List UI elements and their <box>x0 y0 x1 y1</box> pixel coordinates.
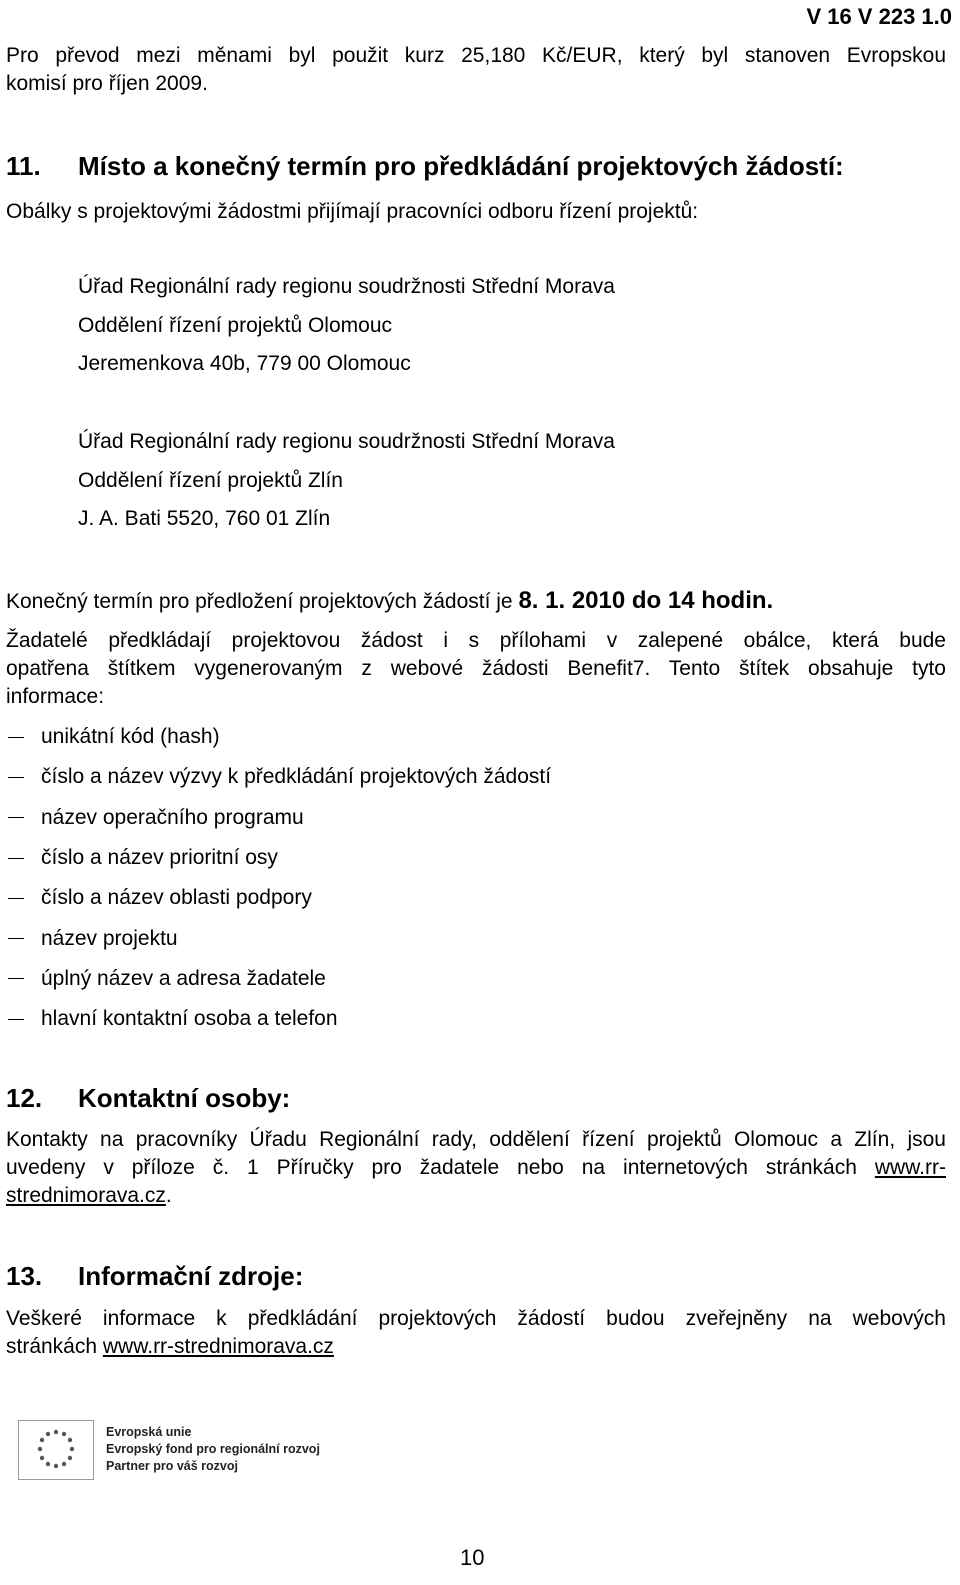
dash-bullet-icon <box>8 1019 24 1020</box>
list-item-text: číslo a název prioritní osy <box>41 846 278 870</box>
dash-bullet-icon <box>8 858 24 859</box>
envelope-line-3: informace: <box>6 685 105 708</box>
address-zlin-line: Úřad Regionální rady regionu soudržnosti Střední Morava <box>78 430 615 453</box>
eu-flag-logo <box>18 1420 94 1480</box>
contacts-line-2-text: uvedeny v příloze č. 1 Příručky pro žadatele nebo na internetových stránkách <box>6 1156 857 1179</box>
list-item <box>6 838 551 878</box>
list-item <box>6 757 551 797</box>
address-zlin-line: Oddělení řízení projektů Zlín <box>78 468 343 492</box>
dash-bullet-icon <box>8 777 24 778</box>
list-item-text: hlavní kontaktní osoba a telefon <box>41 1007 338 1031</box>
logo-line: Evropský fond pro regionální rozvoj <box>106 1442 320 1456</box>
envelope-paragraph <box>6 627 946 711</box>
section-12-heading <box>6 1082 290 1114</box>
dash-bullet-icon <box>8 737 24 738</box>
list-item <box>6 999 551 1039</box>
list-item <box>6 918 551 958</box>
info-line-2-text: stránkách <box>6 1335 98 1358</box>
doc-code: V 16 V 223 1.0 <box>806 4 952 29</box>
section-11-title: Místo a konečný termín pro předkládání projektových žádostí: <box>78 151 844 181</box>
section-13-title: Informační zdroje: <box>78 1261 304 1291</box>
info-sources-paragraph <box>6 1305 946 1361</box>
section-11-number: 11. <box>6 151 41 181</box>
list-item-text: číslo a název oblasti podpory <box>41 886 312 910</box>
contacts-paragraph <box>6 1126 946 1210</box>
list-item <box>6 878 551 918</box>
deadline-value: 8. 1. 2010 do 14 hodin. <box>518 587 774 614</box>
address-zlin <box>78 423 615 539</box>
deadline-line <box>6 584 773 619</box>
address-zlin-line: J. A. Bati 5520, 760 01 Zlín <box>78 507 331 530</box>
list-item-text: název operačního programu <box>41 805 304 829</box>
contacts-line-3 <box>6 1182 946 1210</box>
contacts-line-1: Kontakty na pracovníky Úřadu Regionální rady, oddělení řízení projektů Olomouc a Zlín, jsou <box>6 1128 946 1151</box>
info-line-1: Veškeré informace k předkládání projektových žádostí budou zveřejněny na webových <box>6 1307 946 1330</box>
exchange-rate-paragraph <box>6 42 946 98</box>
section-11-lead: Obálky s projektovými žádostmi přijímají pracovníci odboru řízení projektů: <box>6 200 699 223</box>
intro-line-1: Pro převod mezi měnami byl použit kurz 25,180 Kč/EUR, který byl stanoven Evropskou <box>6 44 946 67</box>
label-info-list <box>6 717 551 1039</box>
address-olomouc-line: Oddělení řízení projektů Olomouc <box>78 313 392 337</box>
website-link-part2[interactable]: strednimorava.cz <box>6 1184 166 1207</box>
section-11-heading <box>6 150 844 182</box>
deadline-prefix: Konečný termín pro předložení projektových žádostí je <box>6 590 513 613</box>
website-link-part1[interactable]: www.rr- <box>874 1156 946 1179</box>
envelope-line-1: Žadatelé předkládají projektovou žádost i s přílohami v zalepené obálce, která bude <box>6 629 946 652</box>
section-13-number: 13. <box>6 1261 43 1291</box>
list-item <box>6 798 551 838</box>
dash-bullet-icon <box>8 898 24 899</box>
dash-bullet-icon <box>8 938 24 939</box>
page-number: 10 <box>460 1545 485 1570</box>
eu-logo-text <box>106 1424 320 1475</box>
list-item <box>6 717 551 757</box>
intro-line-2: komisí pro říjen 2009. <box>6 72 208 95</box>
eu-stars-icon <box>19 1421 93 1479</box>
address-olomouc-line: Jeremenkova 40b, 779 00 Olomouc <box>78 352 411 375</box>
section-13-heading <box>6 1260 303 1292</box>
logo-line: Evropská unie <box>106 1425 192 1439</box>
list-item-text: unikátní kód (hash) <box>41 725 220 749</box>
section-12-title: Kontaktní osoby: <box>78 1083 291 1113</box>
envelope-line-2: opatřena štítkem vygenerovaným z webové žádosti Benefit7. Tento štítek obsahuje tyto <box>6 657 946 680</box>
dash-bullet-icon <box>8 817 24 818</box>
logo-line: Partner pro váš rozvoj <box>106 1459 238 1473</box>
address-olomouc-line: Úřad Regionální rady regionu soudržnosti Střední Morava <box>78 275 615 298</box>
contacts-line-3-end: . <box>165 1184 172 1207</box>
address-olomouc <box>78 268 615 384</box>
list-item-text: úplný název a adresa žadatele <box>41 966 326 990</box>
list-item <box>6 959 551 999</box>
info-line-2 <box>6 1333 946 1361</box>
list-item-text: název projektu <box>41 926 178 950</box>
contacts-line-2 <box>6 1154 946 1182</box>
website-link[interactable]: www.rr-strednimorava.cz <box>102 1335 334 1358</box>
section-12-number: 12. <box>6 1083 43 1113</box>
dash-bullet-icon <box>8 978 24 979</box>
list-item-text: číslo a název výzvy k předkládání projektových žádostí <box>41 765 552 789</box>
